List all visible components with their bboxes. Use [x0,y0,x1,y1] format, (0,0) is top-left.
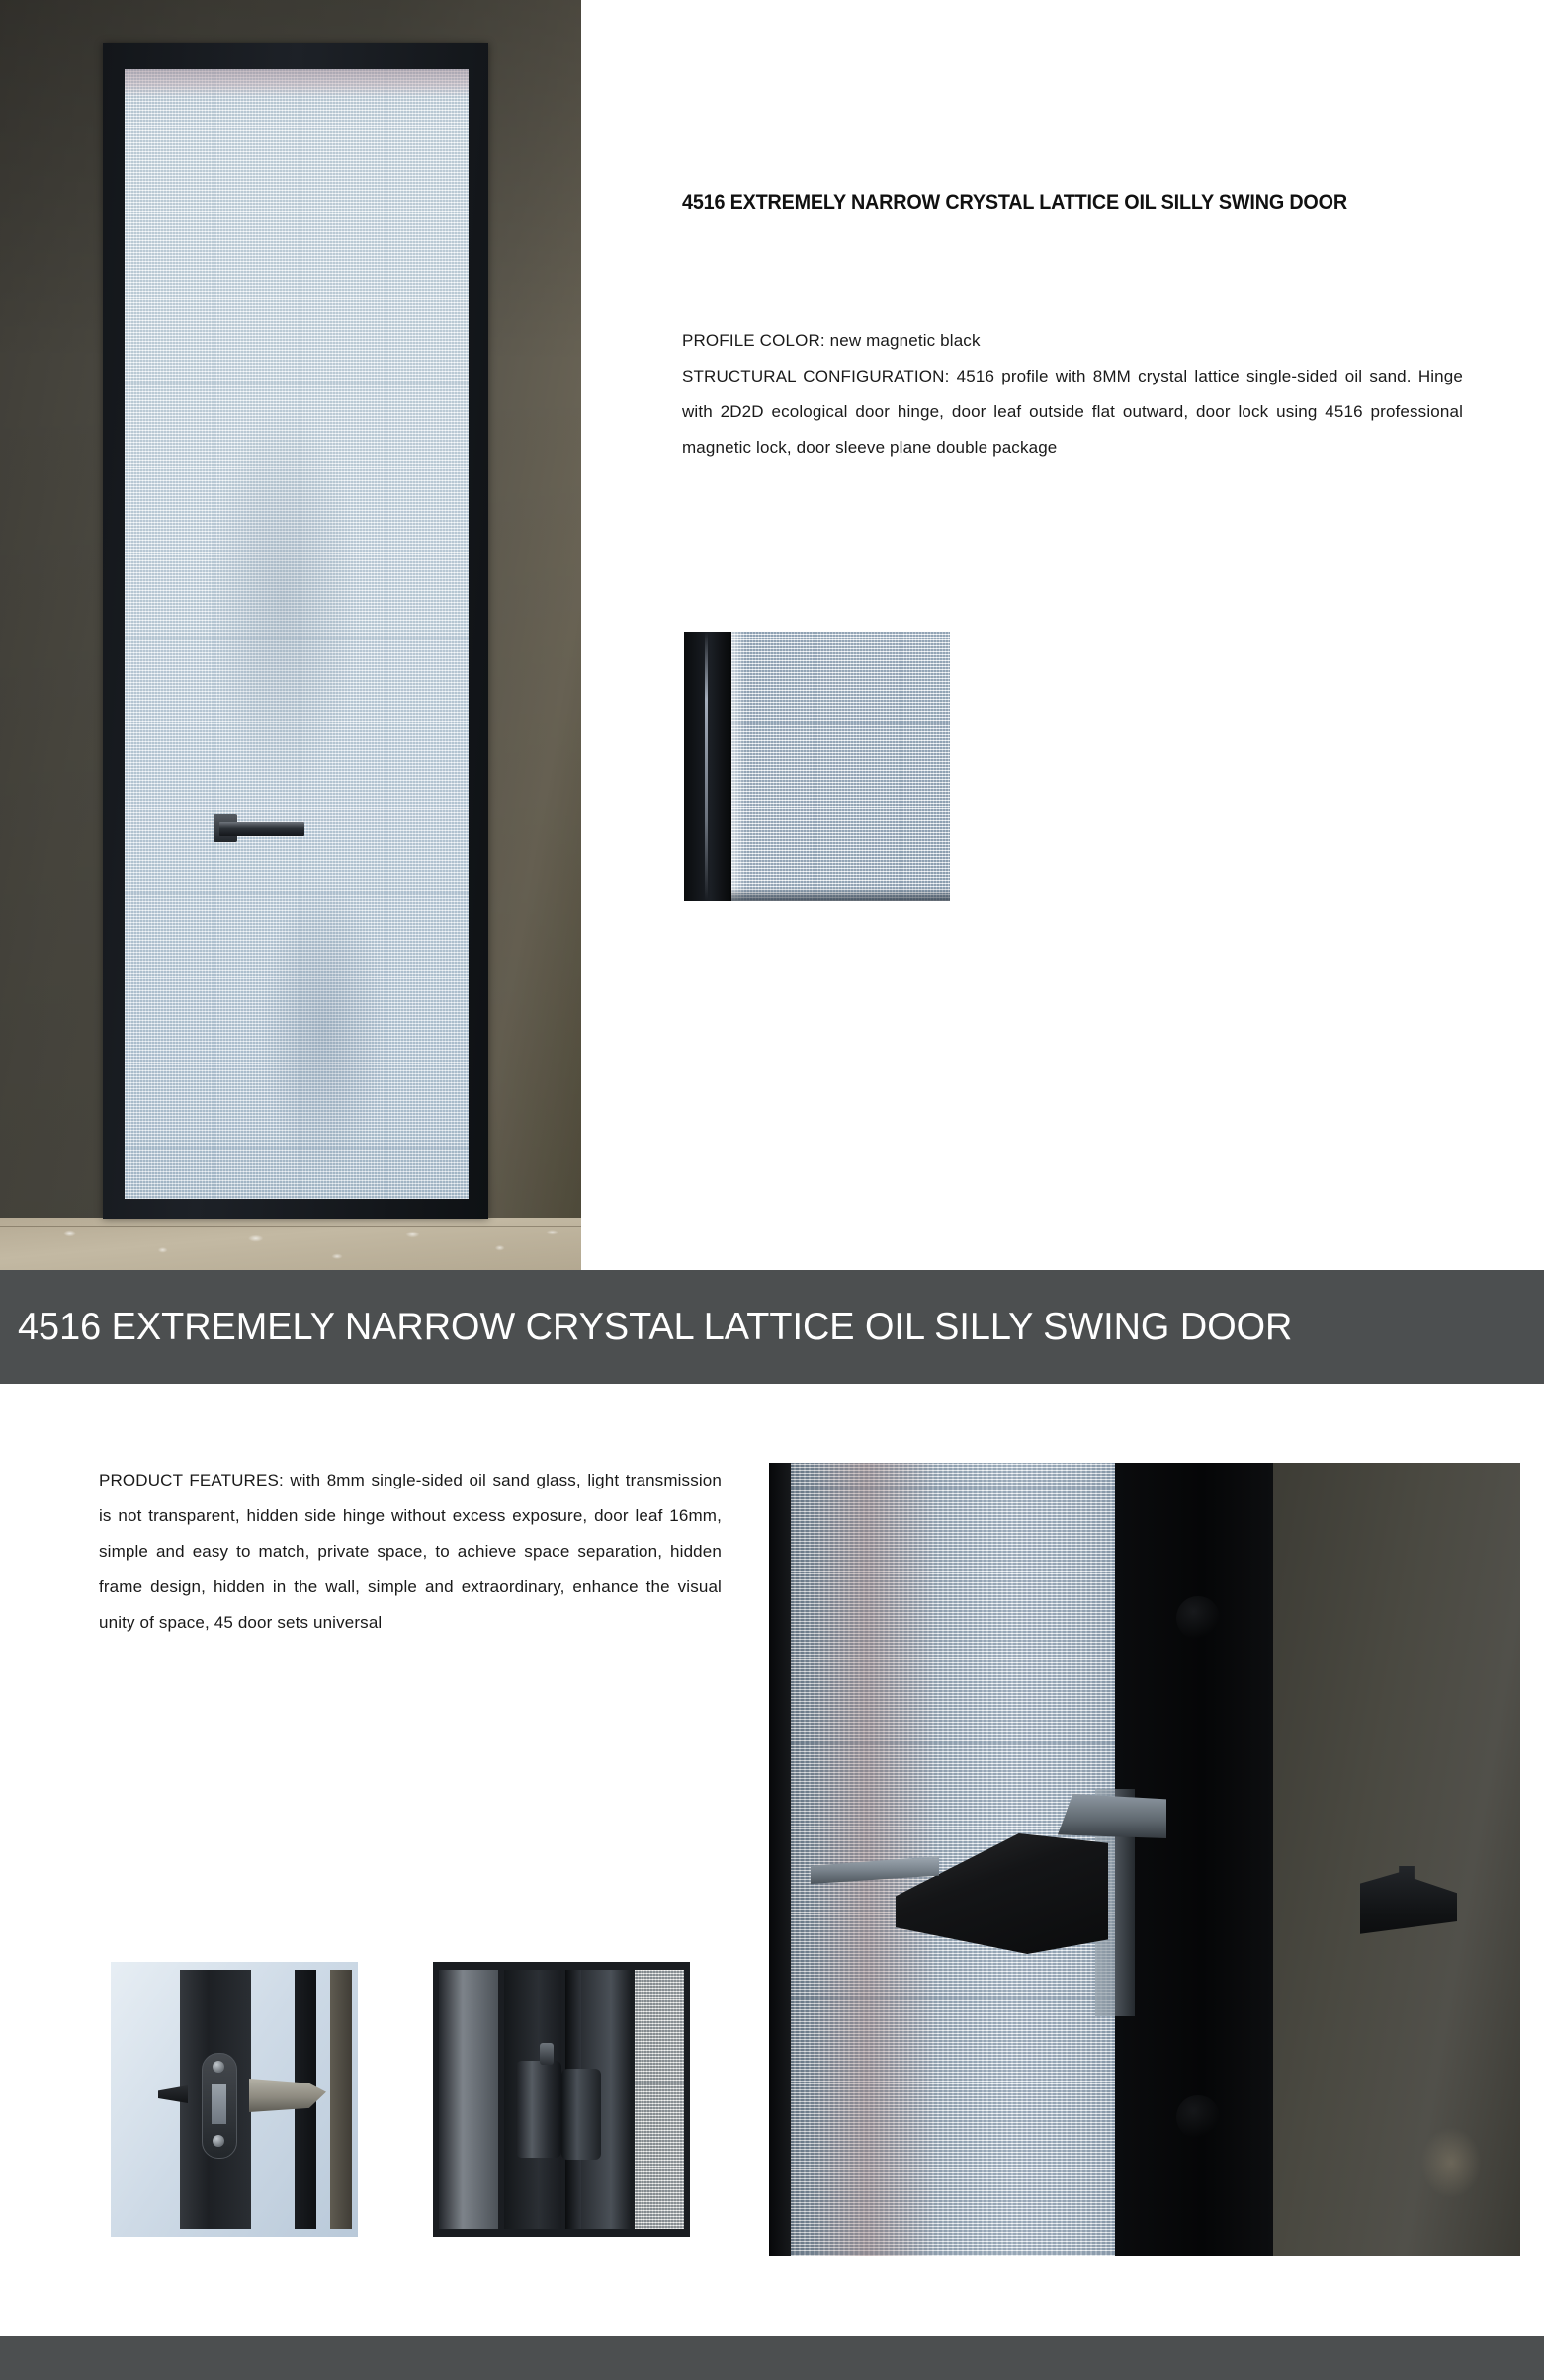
footer-bar [0,2336,1544,2380]
product-features-block [99,1463,722,1641]
swatch-bottom-shadow [731,888,950,901]
swatch-glass-edge-highlight [731,632,745,901]
glass-swatch-photo [684,632,950,901]
banner-title: 4516 EXTREMELY NARROW CRYSTAL LATTICE OIL SILLY SWING DOOR [18,1305,1293,1348]
hinge-photo-frame-left [439,1970,498,2229]
structural-configuration-paragraph: STRUCTURAL CONFIGURATION: 4516 profile with 8MM crystal lattice single-sided oil sand. Hinge with 2D2D ecological door hinge, door leaf outside flat outward, door lock using 4516 professional magnetic lock, door sleeve plane double package [682,367,1463,457]
photo-left-dark-edge [769,1463,791,2256]
hinge-photo-pin [540,2043,554,2065]
photo-handle-upper-face [1058,1794,1166,1838]
lock-photo-outer-frame [330,1970,352,2229]
glass-diffuse-shadow-lower [262,883,386,1176]
swatch-black-frame [684,632,731,901]
door-handle-lever [219,822,304,836]
product-features-paragraph: PRODUCT FEATURES: with 8mm single-sided oil sand glass, light transmission is not transparent, hidden side hinge without excess exposure, door leaf 16mm, simple and easy to match, private space, to achieve space separation, hidden frame design, hidden in the wall, simple and extraordinary, enhance the visual unity of space, 45 door sets universal [99,1471,722,1632]
handle-closeup-photo [769,1463,1520,2256]
glass-diffuse-shadow-upper [208,408,359,793]
specification-block [682,323,1463,466]
lock-photo-strike-slot [212,2084,226,2124]
section-banner [0,1270,1544,1384]
magnetic-lock-detail-photo [111,1962,358,2237]
lock-photo-screw-bottom [213,2135,224,2147]
lock-photo-screw-top [213,2061,224,2073]
lattice-glass-panel [125,69,469,1199]
profile-color-line: PROFILE COLOR: new magnetic black [682,331,981,350]
photo-wall-background [1273,1463,1520,2256]
swatch-frame-highlight [705,632,708,901]
hinge-photo-lattice-glass [635,1970,684,2229]
swatch-lattice-glass [731,632,950,901]
hinge-photo-knuckle-left [516,2061,561,2158]
floor-seam-line [0,1226,581,1227]
hinge-photo-knuckle-right [561,2069,601,2160]
glass-top-reflection [125,69,469,97]
hero-door-photo [0,0,581,1270]
hinge-detail-photo [433,1962,690,2237]
product-title: 4516 EXTREMELY NARROW CRYSTAL LATTICE OIL SILLY SWING DOOR [682,190,1347,213]
door-frame [103,43,488,1219]
photo-wall-light-glow [1421,2128,1481,2197]
photo-stile-emboss-bottom [1176,2095,1220,2139]
photo-stile-emboss-top [1176,1596,1220,1640]
